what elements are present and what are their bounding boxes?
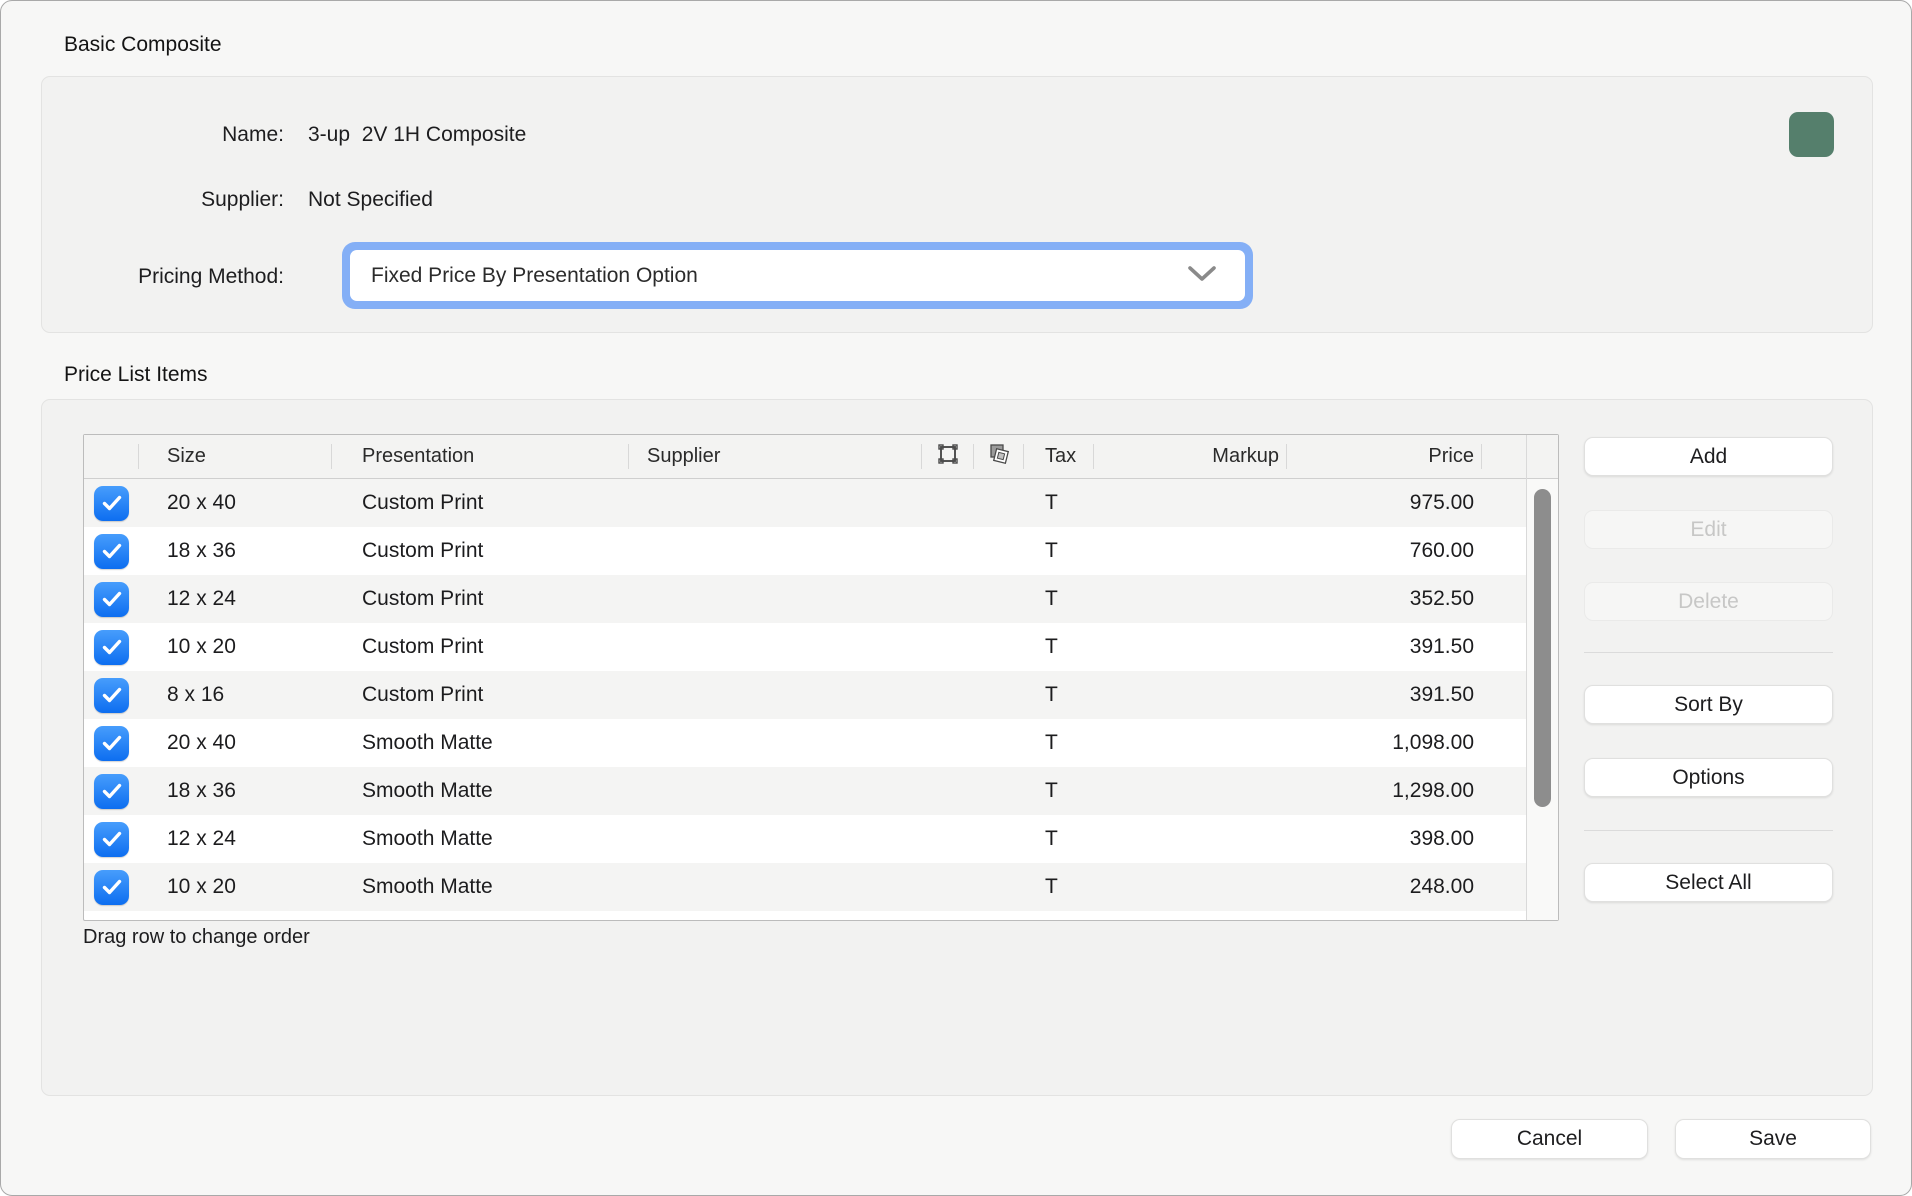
price-cell: 1,098.00	[1392, 731, 1474, 754]
mat-cell	[974, 719, 1024, 767]
size-cell: 20 x 40	[167, 491, 236, 514]
markup-cell	[1094, 527, 1287, 575]
price-cell: 352.50	[1409, 587, 1474, 610]
name-label: Name:	[222, 123, 284, 146]
mats-column-header	[974, 435, 1024, 479]
pricing-method-dropdown[interactable]	[342, 242, 1253, 309]
frame-cell	[922, 671, 974, 719]
row-checkbox-cell	[84, 863, 139, 911]
markup-cell	[1094, 575, 1287, 623]
price-cell: 391.50	[1409, 683, 1474, 706]
tax-cell: T	[1045, 539, 1058, 562]
row-checkbox-cell	[84, 575, 139, 623]
frame-icon	[937, 448, 959, 470]
basic-composite-title: Basic Composite	[64, 33, 222, 56]
tax-cell: T	[1045, 731, 1058, 754]
scrollbar-thumb[interactable]	[1534, 489, 1551, 807]
price-list-table	[83, 434, 1559, 921]
table-row[interactable]	[84, 623, 1526, 671]
spare-cell	[1482, 623, 1526, 671]
markup-cell	[1094, 767, 1287, 815]
tax-cell: T	[1045, 875, 1058, 898]
row-checkbox[interactable]	[94, 726, 129, 761]
pricing-method-label: Pricing Method:	[138, 265, 284, 288]
row-checkbox-cell	[84, 479, 139, 528]
name-value: 3-up 2V 1H Composite	[308, 123, 527, 146]
presentation-cell: Smooth Matte	[362, 827, 493, 850]
frame-column-header	[922, 435, 974, 479]
table-row[interactable]	[84, 575, 1526, 623]
size-cell: 20 x 40	[167, 731, 236, 754]
table-row[interactable]	[84, 767, 1526, 815]
price-list-title: Price List Items	[64, 363, 208, 386]
row-checkbox[interactable]	[94, 774, 129, 809]
price-cell: 398.00	[1409, 827, 1474, 850]
mat-cell	[974, 479, 1024, 528]
presentation-cell: Smooth Matte	[362, 875, 493, 898]
supplier-cell	[629, 719, 922, 767]
presentation-cell: Custom Print	[362, 491, 484, 514]
vertical-scrollbar[interactable]	[1526, 435, 1558, 920]
mat-cell	[974, 671, 1024, 719]
size-cell: 18 x 36	[167, 539, 236, 562]
supplier-cell	[629, 815, 922, 863]
size-cell: 12 x 24	[167, 587, 236, 610]
table-row[interactable]	[84, 479, 1526, 528]
price-cell: 391.50	[1409, 635, 1474, 658]
price-cell: 248.00	[1409, 875, 1474, 898]
table-row[interactable]	[84, 671, 1526, 719]
supplier-cell	[629, 767, 922, 815]
markup-cell	[1094, 719, 1287, 767]
supplier-cell	[629, 671, 922, 719]
mat-cell	[974, 623, 1024, 671]
price-cell: 760.00	[1409, 539, 1474, 562]
checkbox-column-header	[84, 435, 139, 479]
tax-cell: T	[1045, 827, 1058, 850]
row-checkbox-cell	[84, 815, 139, 863]
mats-icon	[988, 448, 1010, 470]
price-cell: 975.00	[1409, 491, 1474, 514]
supplier-cell	[629, 527, 922, 575]
frame-cell	[922, 623, 974, 671]
mat-cell	[974, 527, 1024, 575]
spare-cell	[1482, 671, 1526, 719]
markup-cell	[1094, 815, 1287, 863]
presentation-column-header: Presentation	[332, 435, 629, 479]
table-body	[84, 479, 1526, 912]
markup-column-header: Markup	[1094, 435, 1287, 479]
select-all-button[interactable]: Select All	[1584, 863, 1833, 902]
row-checkbox-cell	[84, 767, 139, 815]
row-checkbox[interactable]	[94, 870, 129, 905]
table-row[interactable]	[84, 719, 1526, 767]
markup-cell	[1094, 623, 1287, 671]
save-button[interactable]: Save	[1675, 1119, 1871, 1159]
supplier-cell	[629, 623, 922, 671]
size-cell: 8 x 16	[167, 683, 225, 706]
table-row[interactable]	[84, 527, 1526, 575]
drag-hint: Drag row to change order	[83, 926, 310, 948]
spare-cell	[1482, 863, 1526, 911]
tax-cell: T	[1045, 491, 1058, 514]
mat-cell	[974, 767, 1024, 815]
presentation-cell: Smooth Matte	[362, 779, 493, 802]
frame-cell	[922, 479, 974, 528]
mat-cell	[974, 575, 1024, 623]
row-checkbox-cell	[84, 719, 139, 767]
button-group-divider	[1584, 830, 1833, 831]
supplier-label: Supplier:	[201, 188, 284, 211]
chevron-down-icon	[1187, 264, 1217, 288]
sort-by-button[interactable]: Sort By	[1584, 685, 1833, 724]
row-checkbox[interactable]	[94, 582, 129, 617]
row-checkbox[interactable]	[94, 678, 129, 713]
spare-cell	[1482, 767, 1526, 815]
row-checkbox[interactable]	[94, 486, 129, 521]
pricing-method-value: Fixed Price By Presentation Option	[371, 263, 698, 287]
presentation-cell: Custom Print	[362, 539, 484, 562]
spare-cell	[1482, 815, 1526, 863]
presentation-cell: Smooth Matte	[362, 731, 493, 754]
supplier-value: Not Specified	[308, 188, 433, 211]
size-cell: 10 x 20	[167, 875, 236, 898]
row-checkbox-cell	[84, 671, 139, 719]
markup-cell	[1094, 863, 1287, 911]
row-checkbox[interactable]	[94, 630, 129, 665]
button-group-divider	[1584, 652, 1833, 653]
tax-cell: T	[1045, 587, 1058, 610]
frame-cell	[922, 767, 974, 815]
table-row[interactable]	[84, 815, 1526, 863]
presentation-cell: Custom Print	[362, 587, 484, 610]
row-checkbox-cell	[84, 623, 139, 671]
tax-cell: T	[1045, 635, 1058, 658]
markup-cell	[1094, 671, 1287, 719]
row-checkbox[interactable]	[94, 534, 129, 569]
spare-cell	[1482, 479, 1526, 528]
frame-cell	[922, 719, 974, 767]
row-checkbox-cell	[84, 527, 139, 575]
markup-cell	[1094, 479, 1287, 528]
table-header-row	[84, 435, 1526, 479]
mat-cell	[974, 815, 1024, 863]
size-cell: 10 x 20	[167, 635, 236, 658]
cancel-button[interactable]: Cancel	[1451, 1119, 1648, 1159]
row-checkbox[interactable]	[94, 822, 129, 857]
spare-cell	[1482, 719, 1526, 767]
edit-button[interactable]: Edit	[1584, 510, 1833, 549]
mat-cell	[974, 863, 1024, 911]
presentation-cell: Custom Print	[362, 683, 484, 706]
tax-cell: T	[1045, 779, 1058, 802]
size-cell: 12 x 24	[167, 827, 236, 850]
frame-cell	[922, 815, 974, 863]
tax-column-header: Tax	[1024, 435, 1094, 479]
size-cell: 18 x 36	[167, 779, 236, 802]
frame-cell	[922, 575, 974, 623]
options-button[interactable]: Options	[1584, 758, 1833, 797]
tax-cell: T	[1045, 683, 1058, 706]
supplier-cell	[629, 479, 922, 528]
table-row[interactable]	[84, 863, 1526, 911]
spare-cell	[1482, 527, 1526, 575]
delete-button[interactable]: Delete	[1584, 582, 1833, 621]
frame-cell	[922, 527, 974, 575]
size-column-header: Size	[139, 435, 332, 479]
supplier-cell	[629, 575, 922, 623]
spare-cell	[1482, 575, 1526, 623]
add-button[interactable]: Add	[1584, 437, 1833, 476]
presentation-cell: Custom Print	[362, 635, 484, 658]
supplier-cell	[629, 863, 922, 911]
supplier-column-header: Supplier	[629, 435, 922, 479]
frame-cell	[922, 863, 974, 911]
price-cell: 1,298.00	[1392, 779, 1474, 802]
spare-column-header	[1482, 435, 1526, 479]
price-column-header: Price	[1287, 435, 1482, 479]
color-well[interactable]	[1789, 112, 1834, 157]
